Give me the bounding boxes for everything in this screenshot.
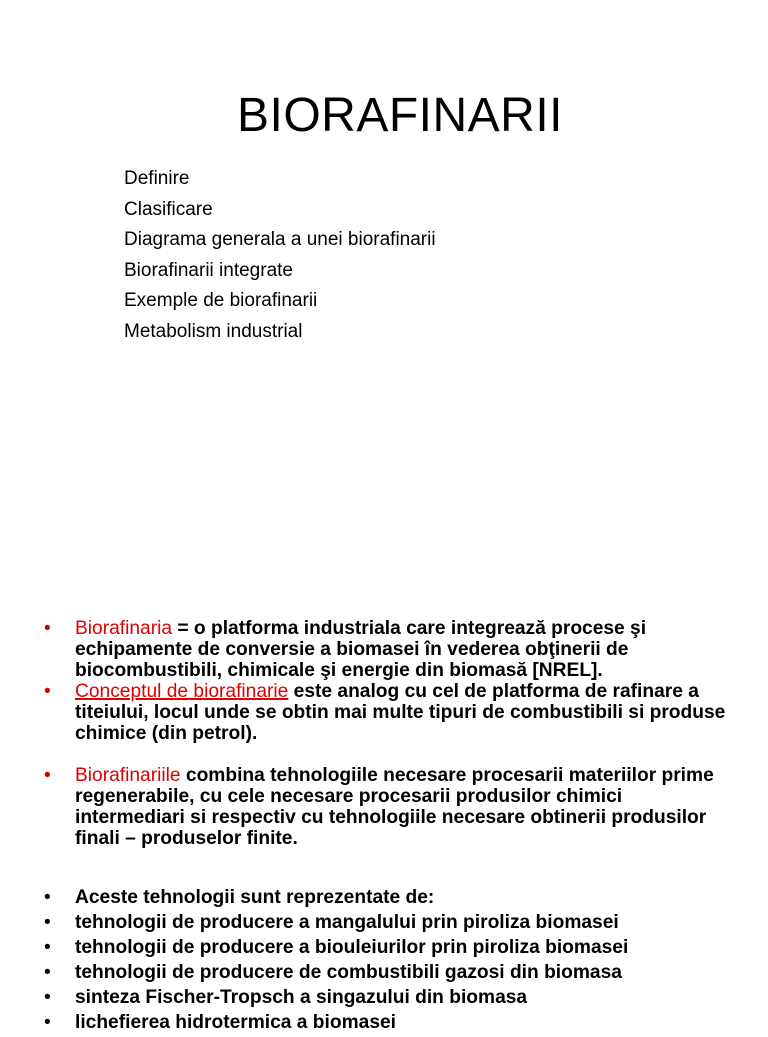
technology-item: • tehnologii de producere de combustibili gazosi din biomasa [44, 962, 734, 983]
agenda-item: Diagrama generala a unei biorafinarii [124, 229, 436, 251]
definition-text: este analog cu cel de platforma de rafinare a titeiului, locul unde se obtin mai multe tipuri de combustibili si produse chimice (din petrol). [75, 681, 726, 744]
slide-1 [0, 0, 768, 512]
agenda-list [124, 166, 436, 350]
technology-item: • lichefierea hidrotermica a biomasei [44, 1012, 734, 1033]
definition-item [44, 681, 734, 744]
definition-item [44, 765, 734, 849]
definitions-list [44, 618, 734, 849]
definition-text: = o platforma industriala care integrează procese şi echipamente de conversie a biomasei în vederea obţinerii de biocombustibili, chimicale şi energie din biomasă [NREL]. [75, 618, 647, 681]
technology-item: • tehnologii de producere a mangalului prin piroliza biomasei [44, 912, 734, 933]
definition-term-link: Conceptul de biorafinarie [75, 681, 289, 702]
technologies-list [44, 887, 734, 1037]
slide-title: BIORAFINARII [236, 89, 564, 142]
definition-text: combina tehnologiile necesare procesarii materiilor prime regenerabile, cu cele necesare procesarii produsilor chimici intermediari si respectiv cu tehnologiile necesare obtinerii produsilor finali – produselor finite. [75, 765, 714, 849]
agenda-item: Biorafinarii integrate [124, 259, 293, 281]
technology-item: • Aceste tehnologii sunt reprezentate de: [44, 887, 734, 908]
definition-term: Biorafinaria [75, 618, 173, 639]
agenda-item: Clasificare [124, 198, 213, 220]
definition-item [44, 618, 734, 681]
technology-item: • sinteza Fischer-Tropsch a singazului din biomasa [44, 987, 734, 1008]
agenda-item: Exemple de biorafinarii [124, 290, 318, 312]
agenda-item: Definire [124, 168, 190, 189]
definition-term: Biorafinariile [75, 765, 181, 786]
technology-item: • tehnologii de producere a biouleiurilor prin piroliza biomasei [44, 937, 734, 958]
agenda-item: Metabolism industrial [124, 320, 303, 342]
